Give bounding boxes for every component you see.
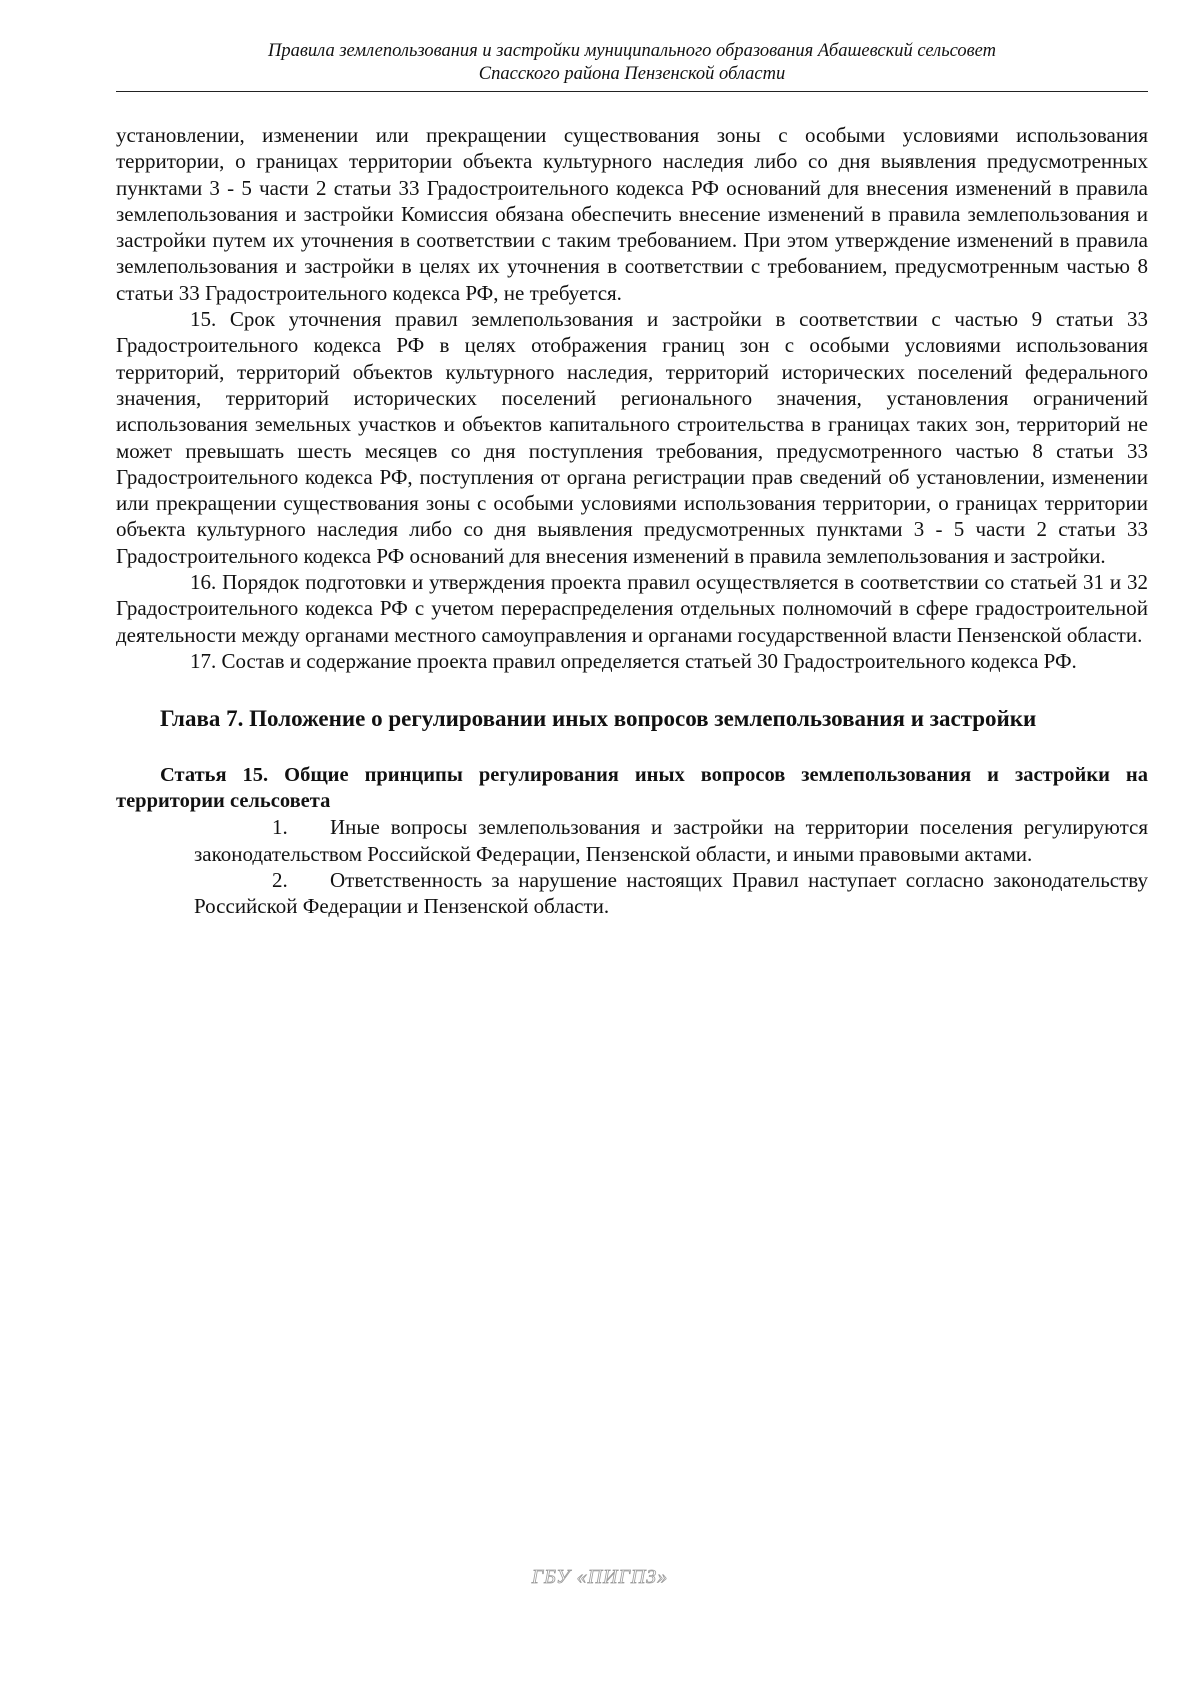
article-heading: Статья 15. Общие принципы регулирования иных вопросов землепользования и застройки на территории сельсовета (116, 764, 1148, 813)
header-divider (116, 91, 1148, 92)
paragraph-continuation: установлении, изменении или прекращении существования зоны с особыми условиями использования территории, о границах территории объекта культурного наследия либо со дня выявления предусмотренных пунктами 3 - 5 части 2 статьи 33 Градостроительного кодекса РФ оснований для внесения изменений в правила землепользования и застройки Комиссия обязана обеспечить внесение изменений в правила землепользования и застройки путем их уточнения в соответствии с таким требованием. При этом утверждение изменений в правила землепользования и застройки в целях их уточнения в соответствии с требованием, предусмотренным частью 8 статьи 33 Градостроительного кодекса РФ, не требуется. (116, 123, 1148, 305)
article-items-list (116, 814, 1148, 919)
article-item-number: 1. (272, 815, 288, 840)
paragraph-17: 17. Состав и содержание проекта правил определяется статьей 30 Градостроительного кодекса РФ. (190, 648, 1077, 673)
article-item (194, 867, 1148, 920)
article-item-text: Ответственность за нарушение настоящих Правил наступает согласно законодательству Российской Федерации и Пензенской области. (194, 867, 1148, 919)
article-item (194, 814, 1148, 867)
paragraph-15: 15. Срок уточнения правил землепользования и застройки в соответствии с частью 9 статьи 33 Градостроительного кодекса РФ в целях отображения границ зон с особыми условиями использования территорий, территорий объектов культурного наследия, территорий исторических поселений федерального значения, территорий исторических поселений регионального значения, установления ограничений использования земельных участков и объектов капитального строительства в границах таких зон, территорий не может превышать шесть месяцев со дня поступления требования, предусмотренного частью 8 статьи 33 Градостроительного кодекса РФ, поступления от органа регистрации прав сведений об установлении, изменении или прекращении существования зоны с особыми условиями использования территории, о границах территории объекта культурного наследия либо со дня выявления предусмотренных пунктами 3 - 5 части 2 статьи 33 Градостроительного кодекса РФ оснований для внесения изменений в правила землепользования и застройки. (116, 307, 1148, 568)
chapter-heading: Глава 7. Положение о регулировании иных вопросов землепользования и застройки (160, 706, 1037, 732)
running-header (116, 40, 1148, 86)
paragraph-16: 16. Порядок подготовки и утверждения проекта правил осуществляется в соответствии со статьей 31 и 32 Градостроительного кодекса РФ с учетом перераспределения отдельных полномочий в сфере градостроительной деятельности между органами местного самоуправления и органами государственной власти Пензенской области. (116, 570, 1148, 647)
footer-watermark: ГБУ «ПИГПЗ» (531, 1566, 669, 1588)
article-item-text: Иные вопросы землепользования и застройки на территории поселения регулируются законодательством Российской Федерации, Пензенской области, и иными правовыми актами. (194, 815, 1148, 866)
document-body (116, 122, 1148, 919)
header-title-line: Правила землепользования и застройки муниципального образования Абашевский сельсовет (268, 41, 996, 61)
article-item-number: 2. (272, 867, 288, 892)
header-subtitle-line: Спасского района Пензенской области (478, 64, 786, 84)
